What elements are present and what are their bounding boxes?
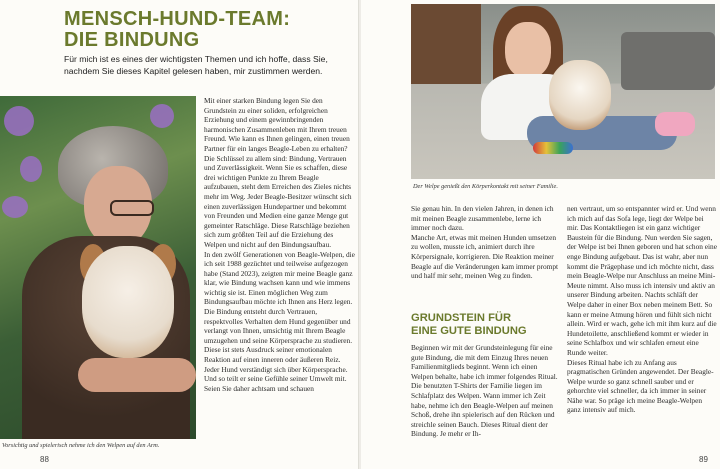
- photo-beagle-puppy: [549, 60, 611, 130]
- paragraph: Dieses Ritual habe ich zu Anfang aus pragmatischen Gründen angewendet. Der Beagle-Welpe wurde so ganz schnell sauber und er gehorchte viel schneller, da ich immer in seiner Nähe war. So präge ich meine Beagle-Welpen ganz intensiv auf mich.: [567, 357, 714, 415]
- right-column-1-continued: [411, 343, 561, 439]
- right-column-1: [411, 204, 561, 281]
- paragraph: Die Schlüssel zu allem sind: Bindung, Vertrauen und Zuverlässigkeit. Wenn Sie es schaffen, diese drei wichtigen Punkte zu Ihrem Beagle aufzubauen, steht dem Erreichen des Zieles nichts mehr im Weg. Jeder Beagle-Besitzer wünscht sich einen zuverlässigen Hundepartner und bekommt von Freunden und Medien eine ganze Menge gut gemeinter Ratschläge. Diese Ratschläge beziehen sich zum größten Teil auf die Erziehung des Welpen und nicht auf den Bindungsaufbau.: [204, 153, 352, 249]
- section-heading: [411, 312, 561, 338]
- photo-caption-right: Der Welpe genießt den Körperkontakt mit seiner Familie.: [413, 183, 558, 190]
- photo-shelf: [411, 4, 481, 84]
- page-number-left: 88: [40, 455, 49, 464]
- paragraph: In den zwölf Generationen von Beagle-Welpen, die ich seit 1988 gezüchtet und teilweise aufgezogen habe (Stand 2023), zeigten mir meine Beagle ganz klar, wie Bindung wachsen kann und wie immens wichtig sie ist. Einen möglichen Weg zum Bindungsaufbau möchte ich Ihnen ans Herz legen.: [204, 249, 355, 307]
- chapter-title-line-2: DIE BINDUNG: [64, 29, 200, 51]
- photo-girl-with-puppy: [411, 4, 715, 179]
- left-page: [0, 0, 359, 469]
- section-heading-line-2: EINE GUTE BINDUNG: [411, 325, 527, 337]
- flower-decoration: [20, 156, 42, 182]
- photo-sofa: [621, 32, 715, 90]
- page-number-right: 89: [699, 455, 708, 464]
- flower-decoration: [2, 196, 28, 218]
- paragraph: Mit einer starken Bindung legen Sie den Grundstein zu einer soliden, erfolgreichen Erziehung und einem gewinnbringenden harmonischen Zusammenleben mit Ihrem treuen Freund. Wie kann es Ihnen gelingen, einen treuen Partner für ein langes Beagle-Leben zu erhalten?: [204, 96, 350, 153]
- photo-caption-left: Vorsichtig und spielerisch nehme ich den Welpen auf den Arm.: [2, 442, 160, 449]
- photo-woman-holding-puppy: [0, 96, 196, 439]
- paragraph: nen vertraut, um so entspannter wird er. Und wenn ich mich auf das Sofa lege, liegt der Welpe bei mir. Das Kontaktliegen ist ein ganz wichtiger Baustein für die Bindung. Nun werden Sie sagen, der Welpe ist bei Ihnen geboren und hat schon eine enge Bindung aufgebaut. Das ist wahr, aber nun kommt die Prägephase und ich möchte nicht, dass mein Beagle-Welpe nur Anschluss an meine Mini-Meute nimmt. Also muss ich intensiv und aktiv an unserer Bindung arbeiten. Nachts schläft der Welpe daher in einer Box neben meinem Bett. So kann er meine Atmung hören und fühlt sich nicht allein. Wird er wach, gehe ich mit ihm kurz auf die Hundetoilette, anschließend kommt er wieder in seine Schlafbox und wir schlafen erneut eine Runde weiter.: [567, 204, 717, 357]
- paragraph: Beginnen wir mit der Grundsteinlegung für eine gute Bindung, die mit dem Einzug Ihres neuen Familienmitglieds beginnt. Wenn ich einen Welpen behalte, habe ich immer folgendes Ritual. Die benutzten T-Shirts der Familie liegen im Schlafplatz des Welpen. Wann immer ich Zeit habe, nehme ich den Beagle-Welpen auf meinen Schoß, drehe ihn spielerisch auf den Rücken und streichle seinen Bauch. Dieses Ritual dient der Bindung. Je mehr er Ih-: [411, 343, 558, 439]
- photo-shoe: [655, 112, 695, 136]
- flower-decoration: [150, 104, 174, 128]
- paragraph: Sie genau hin. In den vielen Jahren, in denen ich mit meinen Beagle zusammenlebe, lerne ich immer noch dazu.: [411, 204, 554, 233]
- chapter-title-line-1: MENSCH-HUND-TEAM:: [64, 8, 291, 30]
- photo-puppy: [82, 246, 174, 358]
- paragraph: Manche Art, etwas mit meinen Hunden umsetzen zu wollen, musste ich, animiert durch ihre Körpersignale, korrigieren. Die Reaktion meiner Beagle auf die Veränderungen kam immer prompt und half mir sehr, meinen Weg zu finden.: [411, 232, 559, 281]
- flower-decoration: [4, 106, 34, 136]
- chapter-intro: Für mich ist es eines der wichtigsten Themen und ich hoffe, dass Sie, nachdem Sie dieses Kapitel gelesen haben, mir zustimmen werden.: [64, 54, 328, 76]
- left-body-column: [204, 96, 356, 393]
- chapter-title: [64, 9, 354, 51]
- photo-arm: [78, 358, 196, 392]
- paragraph: Die Bindung entsteht durch Vertrauen, respektvolles Verhalten dem Hund gegenüber und verlangt von Ihnen, umsichtig mit Ihrem Beagle umzugehen und seine Körpersprache zu studieren. Diese ist stets Ausdruck seiner emotionalen Reaktion auf einen inneren oder äußeren Reiz. Jeder Hund verständigt sich über Körpersprache. Und so teilt er seine Gefühle seiner Umwelt mit. Seien Sie daher achtsam und schauen: [204, 307, 353, 393]
- photo-girl-face: [505, 22, 551, 78]
- section-heading-line-1: GRUNDSTEIN FÜR: [411, 312, 512, 324]
- photo-dog-toy: [533, 142, 573, 154]
- right-page: [361, 0, 720, 469]
- photo-glasses: [110, 200, 154, 216]
- right-column-2: [567, 204, 717, 415]
